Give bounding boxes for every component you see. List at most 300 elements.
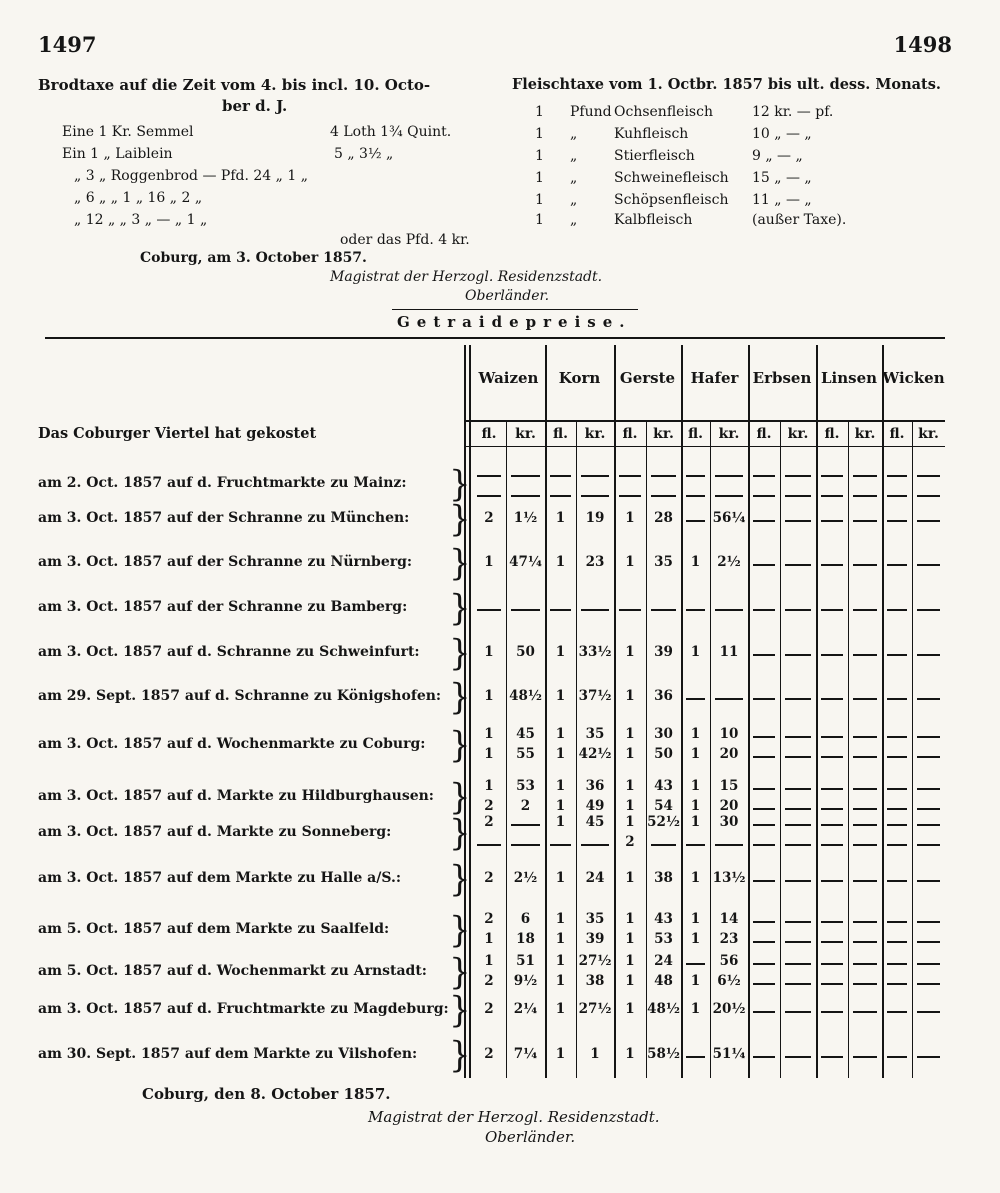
bread-row-label: „ 6 „ „ 1 „ 16 „ 2 „ (74, 190, 203, 206)
bread-row-value: 4 Loth 1¾ Quint. (330, 124, 452, 140)
subcolumn-divider (646, 420, 647, 1078)
empty-cell-dash (887, 983, 907, 985)
empty-cell-dash (785, 1056, 811, 1058)
column-divider (816, 345, 818, 1078)
price-kr-cell: 54 (654, 798, 673, 814)
price-fl-cell: 1 (625, 688, 635, 704)
meat-row-qty: 1 (535, 104, 544, 120)
price-fl-cell: 1 (690, 973, 701, 989)
meat-row-item: Kuhfleisch (614, 126, 689, 142)
meat-row-item: Schweinefleisch (614, 170, 729, 186)
row-brace: } (449, 858, 471, 900)
meat-row-price: 9 „ — „ (752, 148, 803, 164)
price-kr-cell: 53 (516, 778, 535, 794)
empty-cell-dash (715, 475, 743, 477)
empty-cell-dash (917, 698, 940, 700)
empty-cell-dash (619, 475, 641, 477)
subheader-fl: fl. (481, 426, 497, 442)
price-kr-cell: 48½ (509, 688, 542, 704)
price-kr-cell: 35 (585, 726, 605, 742)
row-label: am 3. Oct. 1857 auf der Schranne zu Nürnberg: (38, 554, 413, 570)
empty-cell-dash (853, 880, 877, 882)
empty-cell-dash (785, 824, 811, 826)
column-divider (748, 345, 750, 1078)
bread-row-label: „ 3 „ Roggenbrod — Pfd. 24 „ 1 „ (74, 168, 308, 184)
price-fl-cell: 2 (484, 1046, 494, 1062)
price-fl-cell: 1 (555, 973, 566, 989)
price-kr-cell: 39 (585, 931, 605, 947)
empty-cell-dash (785, 808, 811, 810)
empty-cell-dash (753, 609, 775, 611)
empty-cell-dash (753, 921, 775, 923)
price-kr-cell: 36 (654, 688, 673, 704)
empty-cell-dash (753, 756, 775, 758)
empty-cell-dash (887, 921, 907, 923)
price-kr-cell: 33½ (578, 644, 612, 660)
empty-cell-dash (785, 756, 811, 758)
empty-cell-dash (821, 921, 843, 923)
empty-cell-dash (715, 844, 743, 846)
price-fl-cell: 2 (484, 798, 494, 814)
price-fl-cell: 1 (625, 554, 635, 570)
row-brace: } (449, 542, 471, 584)
empty-cell-dash (477, 609, 501, 611)
price-fl-cell: 1 (484, 688, 494, 704)
empty-cell-dash (753, 564, 775, 566)
empty-cell-dash (853, 609, 877, 611)
price-kr-cell: 45 (585, 814, 605, 830)
meat-row-item: Ochsenfleisch (614, 104, 713, 120)
empty-cell-dash (887, 564, 907, 566)
price-kr-cell: 53 (654, 931, 673, 947)
row-brace: } (449, 724, 471, 766)
empty-cell-dash (917, 808, 940, 810)
empty-cell-dash (887, 1011, 907, 1013)
empty-cell-dash (686, 495, 705, 497)
subcolumn-divider (576, 420, 577, 1078)
price-kr-cell: 30 (654, 726, 673, 742)
price-kr-cell: 49 (585, 798, 605, 814)
price-kr-cell: 11 (719, 644, 739, 660)
meat-row-unit: „ (570, 192, 578, 208)
grain-heading: Getraidepreise. (397, 313, 632, 331)
subcolumn-divider (506, 420, 507, 1078)
subheader-kr: kr. (718, 426, 740, 442)
meat-row-qty: 1 (535, 148, 544, 164)
subcolumn-divider (848, 420, 849, 1078)
price-fl-cell: 1 (625, 1001, 635, 1017)
empty-cell-dash (853, 475, 877, 477)
empty-cell-dash (917, 983, 940, 985)
price-kr-cell: 36 (585, 778, 605, 794)
empty-cell-dash (917, 654, 940, 656)
empty-cell-dash (821, 844, 843, 846)
empty-cell-dash (753, 824, 775, 826)
empty-cell-dash (753, 941, 775, 943)
empty-cell-dash (715, 609, 743, 611)
price-kr-cell: 56 (719, 953, 739, 969)
price-kr-cell: 13½ (712, 870, 746, 886)
empty-cell-dash (686, 963, 705, 965)
column-divider (614, 345, 616, 1078)
empty-cell-dash (853, 844, 877, 846)
column-divider (545, 345, 547, 1078)
price-kr-cell: 55 (516, 746, 535, 762)
meat-row-price: 11 „ — „ (752, 192, 812, 208)
price-kr-cell: 56¼ (712, 510, 746, 526)
price-fl-cell: 1 (690, 814, 701, 830)
column-header: Korn (558, 369, 601, 387)
empty-cell-dash (887, 520, 907, 522)
empty-cell-dash (821, 941, 843, 943)
empty-cell-dash (917, 1056, 940, 1058)
price-kr-cell: 30 (719, 814, 739, 830)
row-label: am 3. Oct. 1857 auf der Schranne zu Bamberg: (38, 599, 408, 615)
price-fl-cell: 1 (555, 953, 566, 969)
empty-cell-dash (753, 654, 775, 656)
column-header: Gerste (619, 369, 676, 387)
meat-row-item: Stierfleisch (614, 148, 695, 164)
empty-cell-dash (917, 736, 940, 738)
price-kr-cell: 50 (516, 644, 535, 660)
row-label: am 3. Oct. 1857 auf dem Markte zu Halle a/S.: (38, 870, 402, 886)
empty-cell-dash (785, 788, 811, 790)
empty-cell-dash (853, 1011, 877, 1013)
meat-row-price: 12 kr. — pf. (752, 104, 834, 120)
price-kr-cell: 51 (516, 953, 535, 969)
meat-row-price: (außer Taxe). (752, 212, 847, 228)
row-brace: } (449, 676, 471, 718)
row-brace: } (449, 1034, 471, 1076)
price-kr-cell: 37½ (578, 688, 612, 704)
bread-note: oder das Pfd. 4 kr. (340, 232, 470, 248)
price-fl-cell: 1 (484, 746, 494, 762)
meat-row-qty: 1 (535, 192, 544, 208)
price-kr-cell: 38 (585, 973, 605, 989)
price-fl-cell: 1 (625, 973, 635, 989)
empty-cell-dash (753, 495, 775, 497)
price-kr-cell: 23 (585, 554, 605, 570)
empty-cell-dash (887, 698, 907, 700)
header-rule (464, 420, 945, 422)
empty-cell-dash (821, 824, 843, 826)
price-kr-cell: 48 (654, 973, 673, 989)
empty-cell-dash (821, 520, 843, 522)
empty-cell-dash (853, 808, 877, 810)
price-kr-cell: 35 (654, 554, 673, 570)
column-header: Waizen (478, 369, 539, 387)
row-label: am 3. Oct. 1857 auf d. Wochenmarkte zu Coburg: (38, 736, 426, 752)
price-kr-cell: 18 (516, 931, 535, 947)
empty-cell-dash (821, 654, 843, 656)
row-label: am 3. Oct. 1857 auf der Schranne zu München: (38, 510, 410, 526)
empty-cell-dash (887, 1056, 907, 1058)
price-kr-cell: 20 (719, 746, 739, 762)
column-header: Erbsen (752, 369, 812, 387)
price-fl-cell: 1 (484, 554, 494, 570)
price-fl-cell: 1 (625, 726, 635, 742)
row-brace: } (449, 909, 471, 951)
price-fl-cell: 2 (484, 814, 494, 830)
price-fl-cell: 1 (555, 778, 566, 794)
empty-cell-dash (887, 475, 907, 477)
price-fl-cell: 1 (690, 644, 701, 660)
meat-row-price: 15 „ — „ (752, 170, 812, 186)
empty-cell-dash (853, 824, 877, 826)
subheader-kr: kr. (854, 426, 876, 442)
price-fl-cell: 1 (555, 1001, 566, 1017)
bread-place-date: Coburg, am 3. October 1857. (140, 250, 367, 266)
subheader-kr: kr. (787, 426, 809, 442)
empty-cell-dash (821, 788, 843, 790)
price-fl-cell: 2 (484, 870, 494, 886)
empty-cell-dash (821, 698, 843, 700)
subheader-kr: kr. (653, 426, 674, 442)
subcolumn-divider (912, 420, 913, 1078)
subheader-kr: kr. (515, 426, 536, 442)
price-kr-cell: 1½ (513, 510, 538, 526)
empty-cell-dash (753, 1011, 775, 1013)
empty-cell-dash (477, 844, 501, 846)
meat-row-unit: „ (570, 148, 578, 164)
row-brace: } (449, 812, 471, 854)
empty-cell-dash (753, 880, 775, 882)
empty-cell-dash (821, 1011, 843, 1013)
price-fl-cell: 1 (625, 911, 635, 927)
empty-cell-dash (511, 609, 540, 611)
empty-cell-dash (853, 756, 877, 758)
price-fl-cell: 1 (625, 814, 635, 830)
empty-cell-dash (917, 756, 940, 758)
price-fl-cell: 1 (555, 746, 566, 762)
price-kr-cell: 42½ (578, 746, 612, 762)
empty-cell-dash (753, 736, 775, 738)
empty-cell-dash (887, 808, 907, 810)
empty-cell-dash (917, 520, 940, 522)
empty-cell-dash (785, 698, 811, 700)
empty-cell-dash (753, 808, 775, 810)
meat-row-unit: Pfund (570, 104, 612, 120)
empty-cell-dash (853, 941, 877, 943)
empty-cell-dash (651, 475, 676, 477)
subheader-fl: fl. (756, 426, 772, 442)
bread-row-label: „ 12 „ „ 3 „ — „ 1 „ (74, 212, 208, 228)
empty-cell-dash (821, 1056, 843, 1058)
price-kr-cell: 50 (654, 746, 673, 762)
empty-cell-dash (651, 495, 676, 497)
price-fl-cell: 1 (690, 778, 701, 794)
price-fl-cell: 1 (484, 726, 494, 742)
price-fl-cell: 1 (484, 931, 494, 947)
grain-place-date: Coburg, den 8. October 1857. (142, 1085, 391, 1103)
bread-tax-title-cont: ber d. J. (222, 97, 288, 115)
row-label: am 3. Oct. 1857 auf d. Markte zu Hildburghausen: (38, 788, 434, 804)
row-label: am 5. Oct. 1857 auf dem Markte zu Saalfeld: (38, 921, 390, 937)
empty-cell-dash (715, 495, 743, 497)
empty-cell-dash (821, 880, 843, 882)
empty-cell-dash (917, 941, 940, 943)
row-brace: } (449, 587, 471, 629)
empty-cell-dash (821, 736, 843, 738)
price-kr-cell: 15 (719, 778, 739, 794)
price-kr-cell: 39 (654, 644, 673, 660)
empty-cell-dash (753, 520, 775, 522)
price-fl-cell: 2 (484, 911, 494, 927)
page-number-right: 1498 (893, 32, 952, 57)
row-label: am 3. Oct. 1857 auf d. Markte zu Sonneberg: (38, 824, 392, 840)
empty-cell-dash (686, 520, 705, 522)
price-kr-cell: 20 (719, 798, 739, 814)
empty-cell-dash (917, 475, 940, 477)
empty-cell-dash (785, 609, 811, 611)
empty-cell-dash (619, 495, 641, 497)
price-kr-cell: 2 (520, 798, 531, 814)
price-fl-cell: 1 (690, 1001, 701, 1017)
empty-cell-dash (821, 756, 843, 758)
price-fl-cell: 1 (484, 778, 494, 794)
price-fl-cell: 1 (555, 554, 566, 570)
empty-cell-dash (853, 921, 877, 923)
price-kr-cell: 19 (585, 510, 605, 526)
price-fl-cell: 1 (555, 814, 566, 830)
empty-cell-dash (853, 788, 877, 790)
meat-row-unit: „ (570, 126, 578, 142)
row-label: am 3. Oct. 1857 auf d. Schranne zu Schweinfurt: (38, 644, 420, 660)
empty-cell-dash (887, 609, 907, 611)
price-fl-cell: 1 (484, 953, 494, 969)
price-kr-cell: 2½ (717, 554, 741, 570)
grain-top-rule (45, 337, 945, 339)
price-fl-cell: 1 (625, 510, 635, 526)
empty-cell-dash (821, 963, 843, 965)
row-label: am 3. Oct. 1857 auf d. Fruchtmarkte zu Magdeburg: (38, 1001, 449, 1017)
price-fl-cell: 1 (484, 644, 494, 660)
row-brace: } (449, 776, 471, 818)
price-kr-cell: 1 (590, 1046, 600, 1062)
empty-cell-dash (917, 1011, 940, 1013)
empty-cell-dash (887, 880, 907, 882)
empty-cell-dash (853, 698, 877, 700)
meat-row-qty: 1 (535, 126, 544, 142)
empty-cell-dash (785, 564, 811, 566)
row-label: am 29. Sept. 1857 auf d. Schranne zu Königshofen: (38, 688, 442, 704)
price-kr-cell: 43 (654, 778, 673, 794)
empty-cell-dash (853, 495, 877, 497)
price-fl-cell: 2 (625, 834, 635, 850)
price-kr-cell: 23 (719, 931, 739, 947)
price-fl-cell: 1 (555, 1046, 566, 1062)
price-kr-cell: 52½ (647, 814, 680, 830)
bread-row-label: Ein 1 „ Laiblein (62, 146, 173, 162)
empty-cell-dash (581, 609, 609, 611)
empty-cell-dash (785, 963, 811, 965)
empty-cell-dash (917, 880, 940, 882)
row-brace: } (449, 498, 471, 540)
empty-cell-dash (550, 609, 571, 611)
price-kr-cell: 43 (654, 911, 673, 927)
empty-cell-dash (917, 963, 940, 965)
meat-row-unit: „ (570, 212, 578, 228)
price-kr-cell: 48½ (647, 1001, 680, 1017)
empty-cell-dash (753, 844, 775, 846)
price-fl-cell: 1 (555, 688, 566, 704)
empty-cell-dash (511, 824, 540, 826)
subheader-fl: fl. (622, 426, 638, 442)
price-fl-cell: 1 (555, 726, 566, 742)
empty-cell-dash (785, 921, 811, 923)
empty-cell-dash (917, 921, 940, 923)
price-kr-cell: 2½ (513, 870, 538, 886)
column-header: Linsen (820, 369, 878, 387)
grain-authority: Magistrat der Herzogl. Residenzstadt. (368, 1108, 660, 1126)
column-header: Wicken (882, 369, 945, 387)
price-kr-cell: 6 (520, 911, 531, 927)
price-fl-cell: 1 (690, 931, 701, 947)
empty-cell-dash (887, 788, 907, 790)
price-fl-cell: 1 (555, 911, 566, 927)
empty-cell-dash (651, 609, 676, 611)
price-fl-cell: 1 (625, 798, 635, 814)
price-fl-cell: 1 (555, 644, 566, 660)
row-brace: } (449, 989, 471, 1031)
empty-cell-dash (853, 963, 877, 965)
grain-intro: Das Coburger Viertel hat gekostet (38, 425, 317, 442)
price-fl-cell: 1 (690, 798, 701, 814)
price-kr-cell: 27½ (578, 1001, 612, 1017)
price-kr-cell: 6½ (717, 973, 741, 989)
price-fl-cell: 1 (625, 953, 635, 969)
column-divider (681, 345, 683, 1078)
price-kr-cell: 2¼ (513, 1001, 538, 1017)
empty-cell-dash (619, 609, 641, 611)
empty-cell-dash (785, 654, 811, 656)
empty-cell-dash (887, 824, 907, 826)
price-kr-cell: 7¼ (513, 1046, 538, 1062)
price-kr-cell: 10 (719, 726, 739, 742)
price-kr-cell: 20½ (712, 1001, 746, 1017)
row-brace: } (449, 951, 471, 993)
row-brace: } (449, 632, 471, 674)
price-kr-cell: 35 (585, 911, 605, 927)
empty-cell-dash (785, 941, 811, 943)
grain-signer: Oberländer. (485, 1128, 576, 1146)
empty-cell-dash (853, 564, 877, 566)
empty-cell-dash (550, 475, 571, 477)
bread-row-value: 5 „ 3½ „ (334, 146, 394, 162)
empty-cell-dash (511, 844, 540, 846)
price-kr-cell: 38 (654, 870, 673, 886)
empty-cell-dash (753, 475, 775, 477)
price-fl-cell: 1 (690, 870, 701, 886)
bread-tax-title: Brodtaxe auf die Zeit vom 4. bis incl. 10. Octo- (38, 76, 431, 94)
subcolumn-divider (780, 420, 781, 1078)
empty-cell-dash (785, 1011, 811, 1013)
empty-cell-dash (753, 1056, 775, 1058)
meat-row-qty: 1 (535, 212, 544, 228)
empty-cell-dash (821, 475, 843, 477)
column-divider (882, 345, 884, 1078)
empty-cell-dash (581, 495, 609, 497)
price-fl-cell: 1 (625, 746, 635, 762)
empty-cell-dash (853, 654, 877, 656)
price-kr-cell: 47¼ (509, 554, 542, 570)
empty-cell-dash (917, 844, 940, 846)
price-fl-cell: 1 (625, 1046, 635, 1062)
bread-row-label: Eine 1 Kr. Semmel (62, 124, 194, 140)
empty-cell-dash (853, 520, 877, 522)
empty-cell-dash (917, 788, 940, 790)
price-kr-cell: 14 (719, 911, 739, 927)
